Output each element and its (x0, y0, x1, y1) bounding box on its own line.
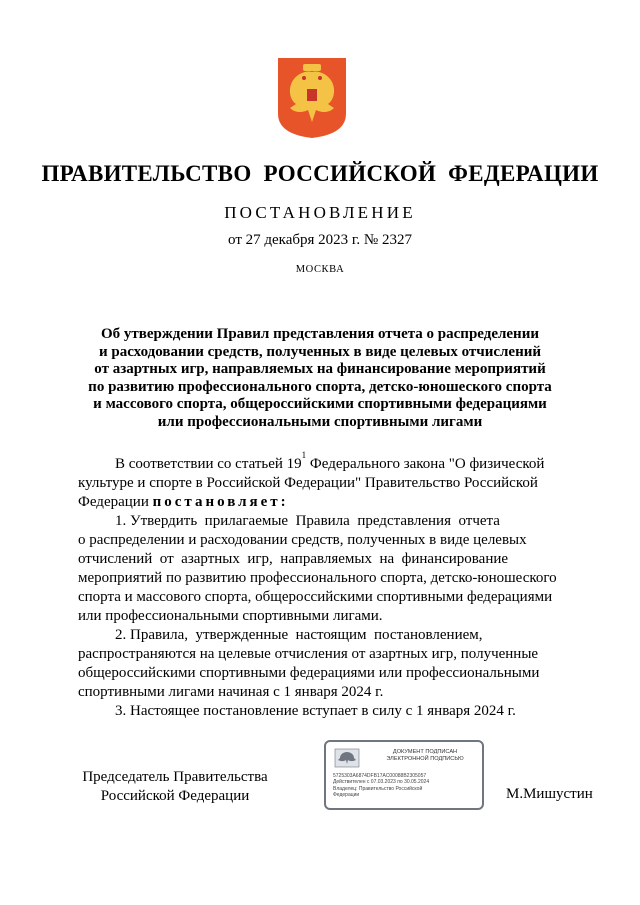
stamp-title-line: ДОКУМЕНТ ПОДПИСАН (392, 749, 458, 755)
coat-of-arms-emblem (276, 56, 348, 140)
position-line: Российской Федерации (100, 788, 250, 804)
title-line: и расходовании средств, полученных в виде целевых отчислений (98, 343, 542, 360)
title-line: или профессиональными спортивными лигами (157, 413, 483, 430)
signatory-name: М.Мишустин (506, 786, 593, 802)
item-line: мероприятий по развитию профессионального спорта, детско-юношеского (78, 570, 557, 586)
title-line: и массового спорта, общероссийскими спортивными федерациями (93, 396, 547, 413)
document-title (70, 326, 570, 432)
government-title: ПРАВИТЕЛЬСТВО РОССИЙСКОЙ ФЕДЕРАЦИИ (41, 161, 599, 186)
item-line: общероссийскими спортивными федерациями или профессиональными (78, 665, 540, 681)
electronic-signature-stamp (324, 740, 484, 810)
decree-word: постановляет: (152, 494, 289, 510)
preamble-text: Федерации (78, 494, 153, 510)
stamp-title (374, 749, 476, 763)
signatory-position (80, 768, 270, 806)
document-date-number: от 27 декабря 2023 г. № 2327 (228, 232, 412, 248)
superscript: 1 (301, 450, 307, 460)
item-line: распространяются на целевые отчисления от азартных игр, полученные (78, 646, 539, 662)
stamp-title-line: ЭЛЕКТРОННОЙ ПОДПИСЬЮ (386, 756, 464, 762)
title-line: Об утверждении Правил представления отчета о распределении (100, 326, 539, 342)
item-line: спортивными лигами начиная с 1 января 2024 г. (78, 684, 384, 700)
preamble-text: В соответствии со статьей 19 (115, 456, 302, 472)
item-line: 2. Правила, утвержденные настоящим постановлением, (115, 627, 483, 643)
stamp-owner: Владелец: Правительство Российской (333, 785, 423, 792)
stamp-emblem-icon (334, 748, 360, 768)
preamble-line (78, 450, 562, 474)
stamp-owner: Федерации (333, 792, 360, 799)
position-line: Председатель Правительства (82, 769, 268, 785)
document-type: ПОСТАНОВЛЕНИЕ (224, 203, 416, 222)
document-city: МОСКВА (295, 264, 345, 275)
stamp-details (333, 773, 478, 799)
preamble-line (78, 493, 562, 512)
document-body (78, 450, 562, 721)
item-line: спорта и массового спорта, общероссийскими спортивными федерациями (78, 589, 553, 605)
stamp-validity: Действителен с 07.03.2023 по 30.05.2024 (333, 779, 430, 786)
stamp-certificate: 5725303A6874DFB17AC00088B2305057 (333, 773, 427, 779)
preamble-text: Федерального закона "О физической (306, 456, 545, 472)
item-line: о распределении и расходовании средств, полученных в виде целевых (78, 532, 527, 548)
item-line: 3. Настоящее постановление вступает в силу с 1 января 2024 г. (115, 703, 516, 719)
item-line: 1. Утвердить прилагаемые Правила представления отчета (115, 513, 500, 529)
title-line: по развитию профессионального спорта, детско-юношеского спорта (88, 378, 552, 395)
item-line: отчислений от азартных игр, направляемых на финансирование (78, 551, 509, 567)
preamble-line: культуре и спорте в Российской Федерации" Правительство Российской (78, 475, 538, 491)
item-line: или профессиональными спортивными лигами. (78, 608, 383, 624)
title-line: от азартных игр, направляемых на финансирование мероприятий (94, 361, 546, 378)
